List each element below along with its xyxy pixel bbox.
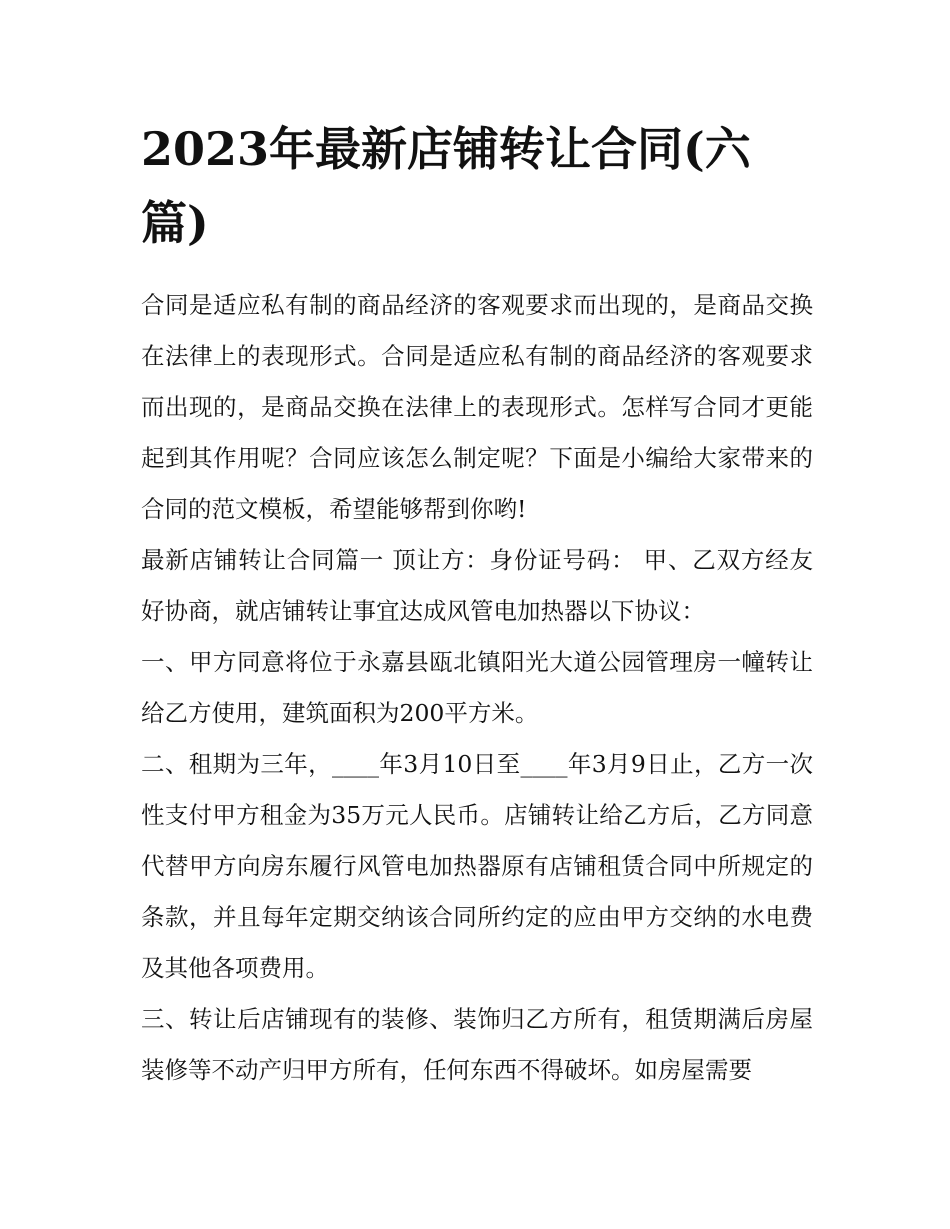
- intro-paragraph: 合同是适应私有制的商品经济的客观要求而出现的，是商品交换在法律上的表现形式。合同是适应私有制的商品经济的客观要求而出现的，是商品交换在法律上的表现形式。怎样写合同才更能起到其作用呢？合同应该怎么制定呢？下面是小编给大家带来的合同的范文模板，希望能够帮到你哟!: [141, 291, 813, 523]
- clause-three-paragraph: 三、转让后店铺现有的装修、装饰归乙方所有，租赁期满后房屋装修等不动产归甲方所有，任何东西不得破坏。如房屋需要: [141, 1005, 813, 1084]
- clause-one-paragraph: 一、甲方同意将位于永嘉县瓯北镇阳光大道公园管理房一幢转让给乙方使用，建筑面积为200平方米。: [141, 648, 813, 727]
- document-page: [141, 112, 813, 1096]
- clause-two-paragraph: 二、租期为三年，____年3月10日至____年3月9日止，乙方一次性支付甲方租金为35万元人民币。店铺转让给乙方后，乙方同意代替甲方向房东履行风管电加热器原有店铺租赁合同中所规定的条款，并且每年定期交纳该合同所约定的应由甲方交纳的水电费及其他各项费用。: [141, 750, 813, 982]
- contract-preamble-paragraph: 最新店铺转让合同篇一 顶让方：身份证号码： 甲、乙双方经友好协商，就店铺转让事宜达成风管电加热器以下协议：: [141, 546, 813, 625]
- document-title: 2023年最新店铺转让合同(六篇): [141, 122, 751, 250]
